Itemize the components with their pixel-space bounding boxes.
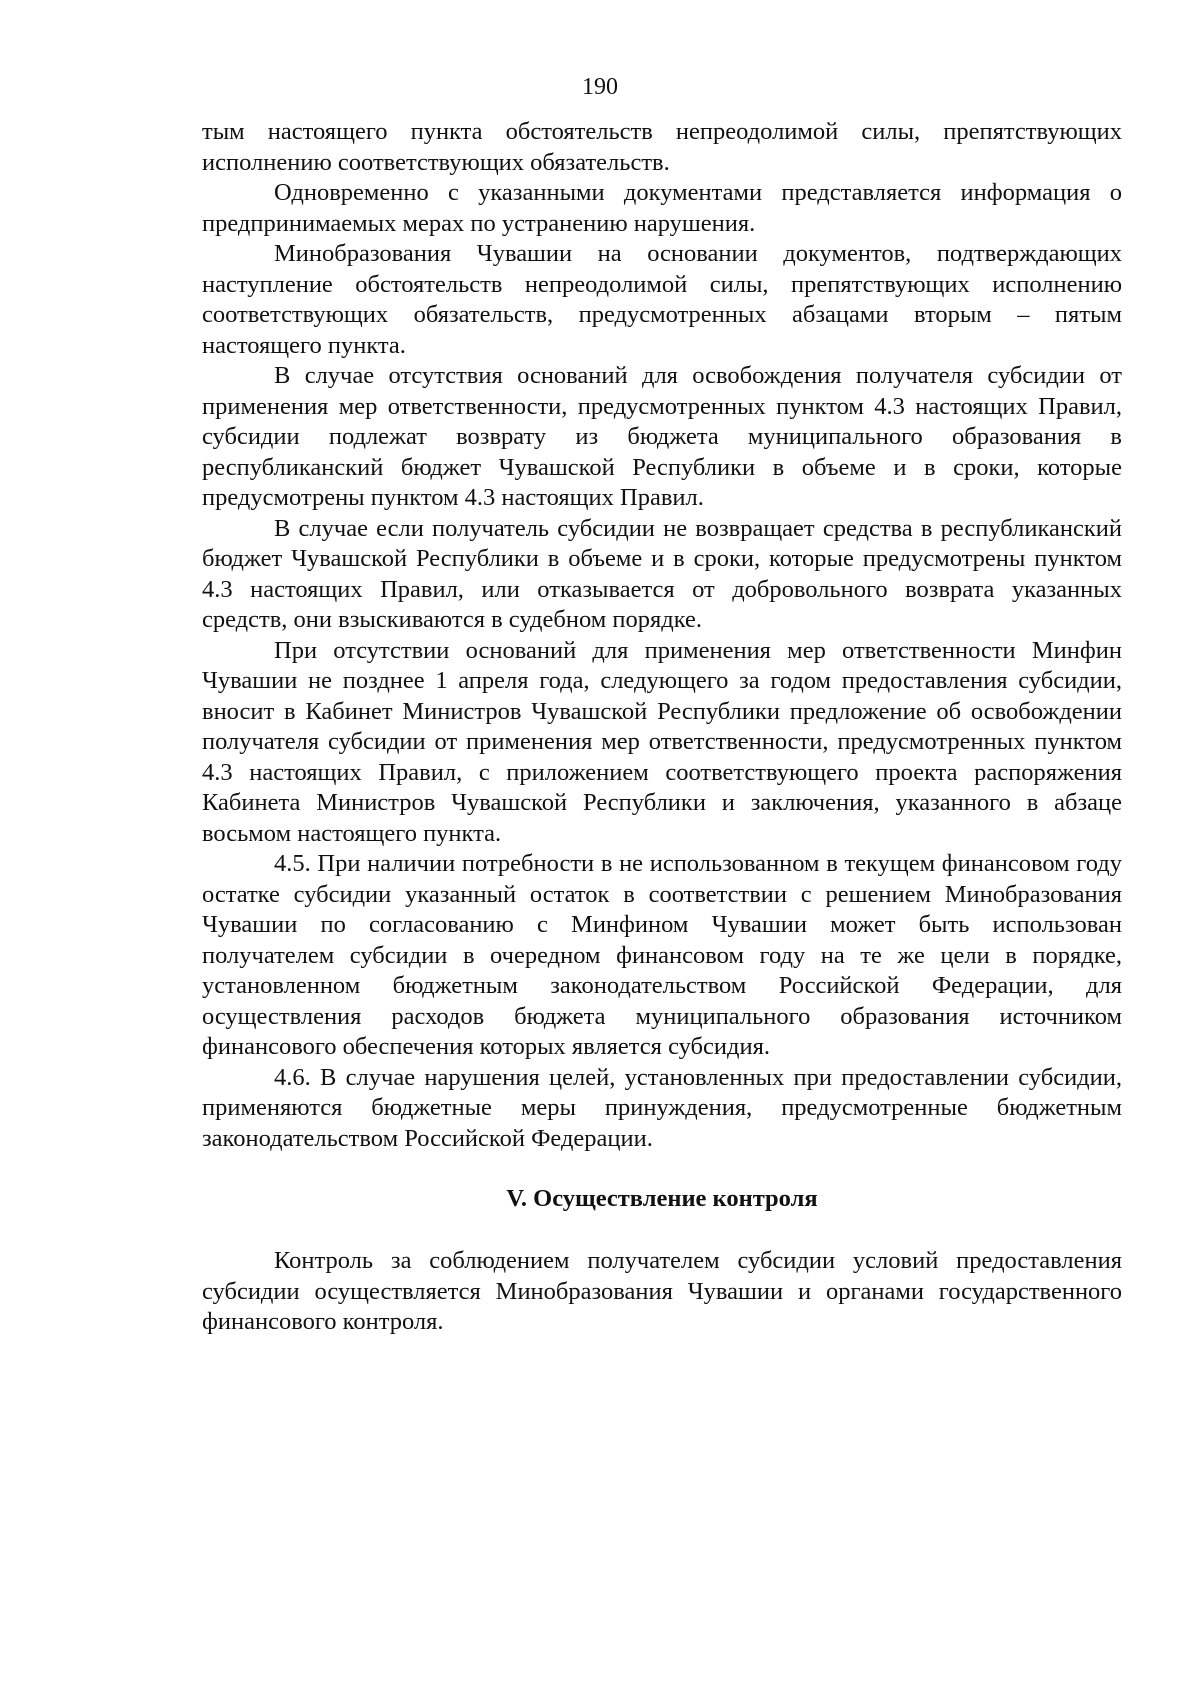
- paragraph-4-5: 4.5. При наличии потребности в не использованном в текущем финансовом году остатке субсидии указанный остаток в соответствии с решением Минобразования Чувашии по согласованию с Минфином Чувашии может быть использован получателем субсидии в очередном финансовом году на те же цели в порядке, установленном бюджетным законодательством Российской Федерации, для осуществления расходов бюджета муниципального образования источником финансового обеспечения которых является субсидия.: [202, 850, 1122, 1060]
- section-heading: V. Осуществление контроля: [506, 1185, 818, 1212]
- paragraph: Одновременно с указанными документами представляется информация о предпринимаемых мерах по устранению нарушения.: [202, 179, 1122, 237]
- paragraph-4-6: 4.6. В случае нарушения целей, установленных при предоставлении субсидии, применяются бюджетные меры принуждения, предусмотренные бюджетным законодательством Российской Федерации.: [202, 1063, 1122, 1152]
- paragraph: В случае отсутствия оснований для освобождения получателя субсидии от применения мер ответственности, предусмотренных пунктом 4.3 настоящих Правил, субсидии подлежат возврату из бюджета муниципального образования в республиканский бюджет Чувашской Республики в объеме и в сроки, которые предусмотрены пунктом 4.3 настоящих Правил.: [202, 362, 1122, 511]
- paragraph: Контроль за соблюдением получателем субсидии условий предоставления субсидии осуществляется Минобразования Чувашии и органами государственного финансового контроля.: [202, 1247, 1122, 1335]
- paragraph: При отсутствии оснований для применения мер ответственности Минфин Чувашии не позднее 1 апреля года, следующего за годом предоставления субсидии, вносит в Кабинет Министров Чувашской Республики предложение об освобождении получателя субсидии от применения мер ответственности, предусмотренных пунктом 4.3 настоящих Правил, с приложением соответствующего проекта распоряжения Кабинета Министров Чувашской Республики и заключения, указанного в абзаце восьмом настоящего пункта.: [202, 636, 1122, 847]
- paragraph-continuation: тым настоящего пункта обстоятельств непреодолимой силы, препятствующих исполнению соответствующих обязательств.: [202, 118, 1122, 176]
- paragraph: В случае если получатель субсидии не возвращает средства в республиканский бюджет Чувашской Республики в объеме и в сроки, которые предусмотрены пунктом 4.3 настоящих Правил, или отказывается от добровольного возврата указанных средств, они взыскиваются в судебном порядке.: [202, 514, 1122, 633]
- document-body: [202, 117, 1122, 1338]
- page-number: 190: [582, 74, 618, 100]
- paragraph: Минобразования Чувашии на основании документов, подтверждающих наступление обстоятельств непреодолимой силы, препятствующих исполнению соответствующих обязательств, предусмотренных абзацами вторым – пятым настоящего пункта.: [202, 240, 1122, 359]
